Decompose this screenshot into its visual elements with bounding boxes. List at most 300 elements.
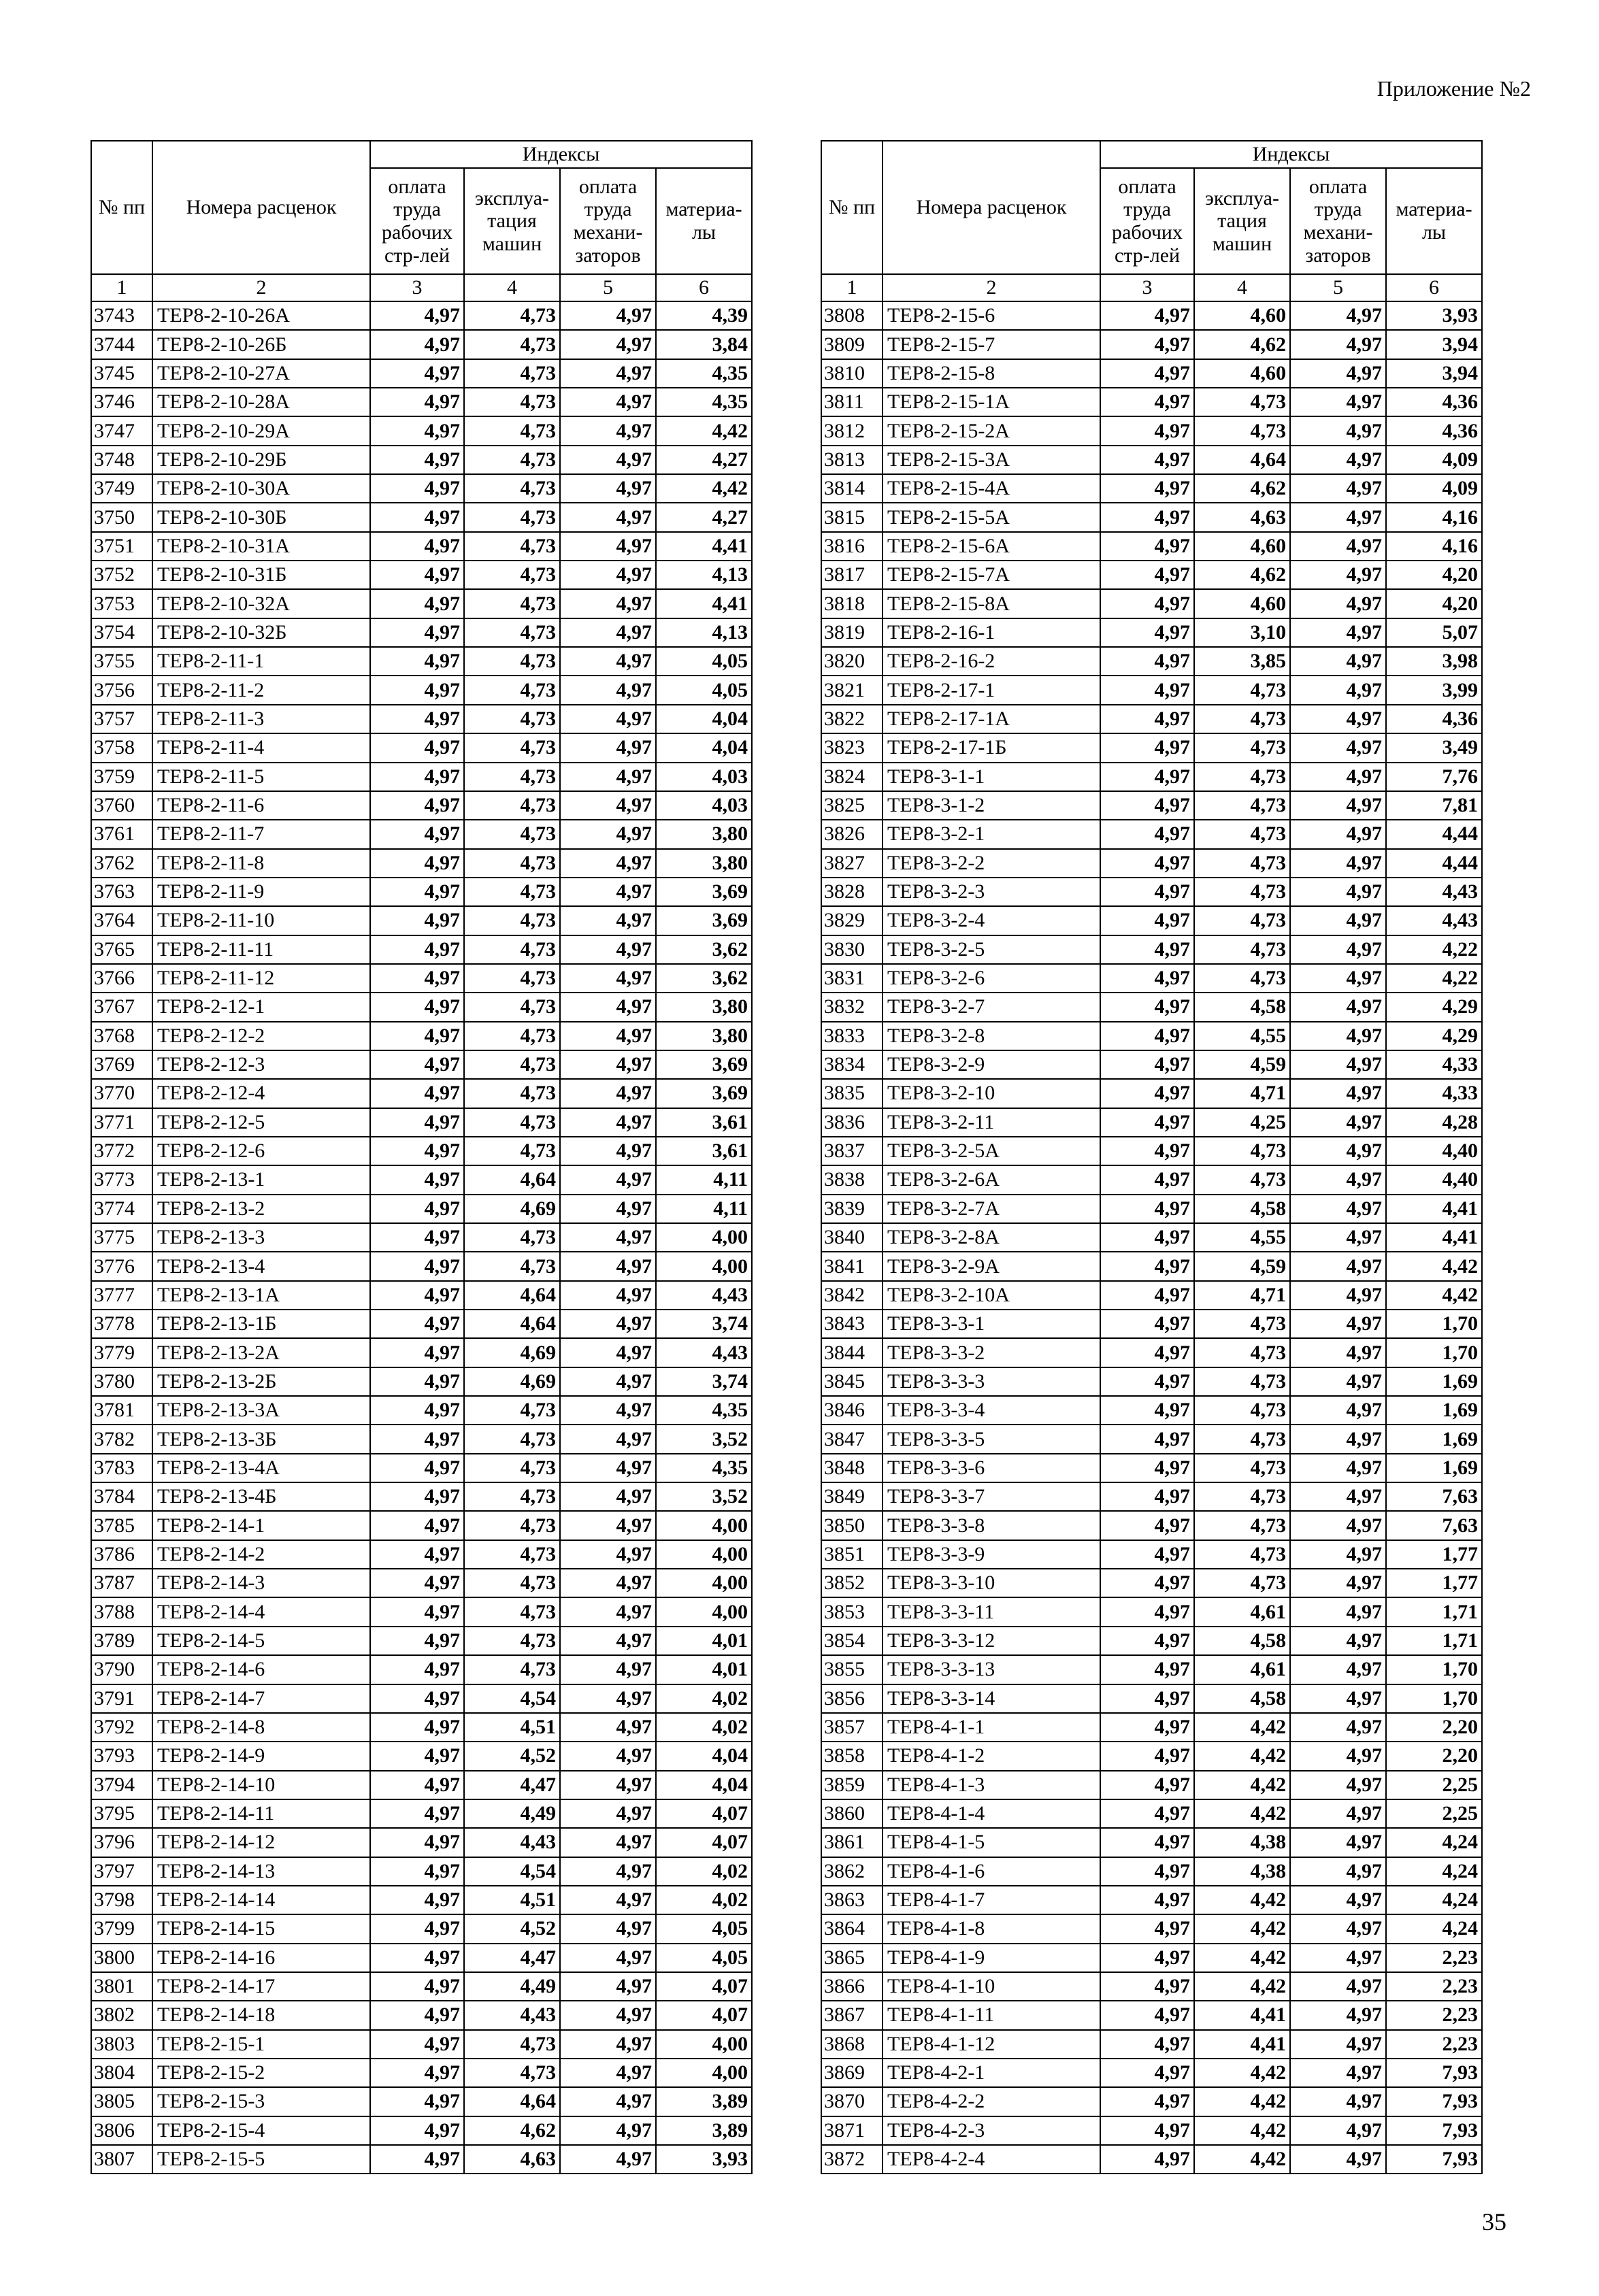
index-wage-workers: 4,97	[370, 763, 464, 791]
index-materials: 4,33	[1386, 1079, 1482, 1108]
index-materials: 3,61	[656, 1137, 752, 1165]
index-wage-workers: 4,97	[370, 359, 464, 388]
rate-code: ТЕР8-2-13-4А	[152, 1454, 370, 1482]
rate-code: ТЕР8-2-11-12	[152, 964, 370, 993]
index-wage-operators: 4,97	[560, 503, 656, 531]
rate-code: ТЕР8-2-15-4	[152, 2116, 370, 2145]
rate-code: ТЕР8-2-12-2	[152, 1022, 370, 1050]
table-row	[91, 820, 752, 848]
rate-code: ТЕР8-3-1-1	[883, 763, 1100, 791]
index-wage-workers: 4,97	[1100, 388, 1194, 416]
table-row	[91, 1050, 752, 1079]
index-machine-operation: 4,64	[464, 1310, 560, 1338]
index-wage-workers: 4,97	[370, 935, 464, 964]
row-number: 3869	[821, 2059, 883, 2087]
rate-code: ТЕР8-3-3-2	[883, 1338, 1100, 1367]
table-row	[821, 1310, 1482, 1338]
index-wage-workers: 4,97	[370, 618, 464, 647]
index-materials: 4,20	[1386, 589, 1482, 618]
index-wage-operators: 4,97	[1290, 474, 1386, 503]
index-materials: 1,71	[1386, 1597, 1482, 1626]
rate-code: ТЕР8-2-16-2	[883, 647, 1100, 676]
rate-code: ТЕР8-4-1-10	[883, 1972, 1100, 2001]
index-machine-operation: 4,73	[1194, 964, 1290, 993]
row-number: 3791	[91, 1684, 152, 1713]
index-materials: 3,49	[1386, 733, 1482, 762]
index-materials: 4,35	[656, 1454, 752, 1482]
table-row	[821, 2059, 1482, 2087]
index-wage-workers: 4,97	[1100, 1914, 1194, 1943]
index-wage-operators: 4,97	[1290, 849, 1386, 878]
rate-code: ТЕР8-2-11-7	[152, 820, 370, 848]
table-row	[821, 1857, 1482, 1886]
index-materials: 4,01	[656, 1655, 752, 1684]
index-wage-operators: 4,97	[1290, 1597, 1386, 1626]
rate-code: ТЕР8-2-13-2	[152, 1195, 370, 1223]
table-row	[821, 1252, 1482, 1280]
index-machine-operation: 4,73	[464, 1050, 560, 1079]
table-row	[821, 1425, 1482, 1453]
row-number: 3757	[91, 705, 152, 733]
index-machine-operation: 4,73	[464, 906, 560, 935]
row-number: 3859	[821, 1771, 883, 1799]
rate-code: ТЕР8-3-3-13	[883, 1655, 1100, 1684]
index-wage-workers: 4,97	[370, 1886, 464, 1914]
row-number: 3868	[821, 2030, 883, 2059]
index-machine-operation: 4,73	[464, 763, 560, 791]
index-materials: 1,69	[1386, 1454, 1482, 1482]
index-materials: 4,07	[656, 1799, 752, 1828]
index-wage-operators: 4,97	[560, 1627, 656, 1655]
row-number: 3819	[821, 618, 883, 647]
table-row	[821, 1022, 1482, 1050]
index-wage-operators: 4,97	[560, 446, 656, 474]
index-materials: 3,69	[656, 878, 752, 906]
rate-code: ТЕР8-3-2-1	[883, 820, 1100, 848]
index-machine-operation: 4,73	[464, 1655, 560, 1684]
table-row	[91, 878, 752, 906]
row-number: 3849	[821, 1482, 883, 1511]
rate-code: ТЕР8-2-15-6	[883, 301, 1100, 330]
row-number: 3762	[91, 849, 152, 878]
table-row	[91, 1454, 752, 1482]
index-wage-workers: 4,97	[370, 1569, 464, 1597]
index-machine-operation: 4,41	[1194, 2001, 1290, 2029]
index-wage-workers: 4,97	[370, 1079, 464, 1108]
table-row	[821, 647, 1482, 676]
row-number: 3813	[821, 446, 883, 474]
index-machine-operation: 4,73	[464, 849, 560, 878]
index-wage-operators: 4,97	[560, 1799, 656, 1828]
rate-code: ТЕР8-4-1-5	[883, 1828, 1100, 1857]
rate-code: ТЕР8-2-11-1	[152, 647, 370, 676]
table-row	[821, 359, 1482, 388]
rate-code: ТЕР8-2-17-1А	[883, 705, 1100, 733]
index-wage-workers: 4,97	[370, 1627, 464, 1655]
row-number: 3854	[821, 1627, 883, 1655]
index-wage-operators: 4,97	[560, 1310, 656, 1338]
table-header	[91, 141, 752, 301]
index-wage-workers: 4,97	[370, 1597, 464, 1626]
index-wage-operators: 4,97	[1290, 1195, 1386, 1223]
row-number: 3748	[91, 446, 152, 474]
col-header-machine-operation: эксплуа-тация машин	[1194, 168, 1290, 274]
index-machine-operation: 4,73	[464, 561, 560, 589]
row-number: 3772	[91, 1137, 152, 1165]
index-materials: 4,04	[656, 733, 752, 762]
index-wage-workers: 4,97	[1100, 733, 1194, 762]
index-wage-workers: 4,97	[370, 733, 464, 762]
index-wage-operators: 4,97	[1290, 1454, 1386, 1482]
index-wage-operators: 4,97	[1290, 1511, 1386, 1540]
row-number: 3863	[821, 1886, 883, 1914]
table-row	[821, 733, 1482, 762]
index-materials: 3,69	[656, 1050, 752, 1079]
index-wage-operators: 4,97	[1290, 1223, 1386, 1252]
index-machine-operation: 4,42	[1194, 2087, 1290, 2116]
index-wage-workers: 4,97	[1100, 2116, 1194, 2145]
col-header-indices: Индексы	[1100, 141, 1482, 168]
index-wage-workers: 4,97	[1100, 935, 1194, 964]
index-materials: 2,23	[1386, 2030, 1482, 2059]
rate-code: ТЕР8-4-2-2	[883, 2087, 1100, 2116]
row-number: 3848	[821, 1454, 883, 1482]
rate-code: ТЕР8-2-13-1А	[152, 1281, 370, 1310]
index-machine-operation: 4,58	[1194, 1684, 1290, 1713]
table-row	[821, 1165, 1482, 1194]
table-row	[91, 474, 752, 503]
index-wage-operators: 4,97	[560, 993, 656, 1021]
rate-code: ТЕР8-3-3-1	[883, 1310, 1100, 1338]
row-number: 3803	[91, 2030, 152, 2059]
index-materials: 1,69	[1386, 1396, 1482, 1425]
index-wage-operators: 4,97	[1290, 1799, 1386, 1828]
index-wage-workers: 4,97	[370, 906, 464, 935]
row-number: 3841	[821, 1252, 883, 1280]
index-materials: 7,93	[1386, 2059, 1482, 2087]
index-machine-operation: 4,42	[1194, 1742, 1290, 1770]
table-row	[821, 2001, 1482, 2029]
rate-code: ТЕР8-2-12-3	[152, 1050, 370, 1079]
index-wage-workers: 4,97	[1100, 964, 1194, 993]
row-number: 3836	[821, 1108, 883, 1137]
col-header-wage-operators: оплата труда механи-заторов	[1290, 168, 1386, 274]
col-header-indices: Индексы	[370, 141, 752, 168]
index-machine-operation: 4,73	[1194, 733, 1290, 762]
index-wage-workers: 4,97	[370, 1857, 464, 1886]
row-number: 3744	[91, 330, 152, 359]
rate-code: ТЕР8-2-15-3	[152, 2087, 370, 2116]
rate-code: ТЕР8-2-13-3	[152, 1223, 370, 1252]
index-wage-workers: 4,97	[370, 446, 464, 474]
row-number: 3779	[91, 1338, 152, 1367]
col-number: 2	[883, 274, 1100, 301]
index-materials: 4,20	[1386, 561, 1482, 589]
index-machine-operation: 4,73	[464, 1396, 560, 1425]
col-number: 3	[1100, 274, 1194, 301]
index-materials: 1,70	[1386, 1684, 1482, 1713]
row-number: 3809	[821, 330, 883, 359]
index-machine-operation: 4,25	[1194, 1108, 1290, 1137]
index-wage-workers: 4,97	[1100, 1223, 1194, 1252]
table-row	[91, 388, 752, 416]
index-machine-operation: 4,73	[464, 359, 560, 388]
row-number: 3844	[821, 1338, 883, 1367]
index-materials: 4,05	[656, 676, 752, 704]
table-row	[821, 2030, 1482, 2059]
index-materials: 4,41	[656, 589, 752, 618]
row-number: 3787	[91, 1569, 152, 1597]
index-machine-operation: 4,73	[1194, 1396, 1290, 1425]
index-materials: 4,24	[1386, 1857, 1482, 1886]
rate-code: ТЕР8-2-10-26Б	[152, 330, 370, 359]
rate-code: ТЕР8-3-3-6	[883, 1454, 1100, 1482]
index-materials: 4,16	[1386, 532, 1482, 561]
index-wage-workers: 4,97	[370, 589, 464, 618]
row-number: 3858	[821, 1742, 883, 1770]
rate-code: ТЕР8-2-11-4	[152, 733, 370, 762]
table-row	[821, 1799, 1482, 1828]
rate-code: ТЕР8-2-11-5	[152, 763, 370, 791]
index-materials: 4,07	[656, 2001, 752, 2029]
index-machine-operation: 4,61	[1194, 1655, 1290, 1684]
index-machine-operation: 4,73	[464, 416, 560, 445]
index-materials: 4,16	[1386, 503, 1482, 531]
table-row	[91, 532, 752, 561]
index-machine-operation: 4,59	[1194, 1050, 1290, 1079]
table-row	[91, 1367, 752, 1396]
table-row	[91, 1828, 752, 1857]
row-number: 3743	[91, 301, 152, 330]
index-materials: 4,36	[1386, 416, 1482, 445]
index-wage-operators: 4,97	[560, 1367, 656, 1396]
index-wage-workers: 4,97	[370, 1684, 464, 1713]
index-wage-workers: 4,97	[370, 1252, 464, 1280]
index-materials: 3,69	[656, 1079, 752, 1108]
index-materials: 3,94	[1386, 359, 1482, 388]
table-row	[91, 1195, 752, 1223]
index-machine-operation: 4,73	[464, 503, 560, 531]
table-row	[821, 763, 1482, 791]
rate-code: ТЕР8-2-11-3	[152, 705, 370, 733]
index-wage-workers: 4,97	[1100, 1050, 1194, 1079]
index-materials: 2,25	[1386, 1799, 1482, 1828]
index-machine-operation: 4,42	[1194, 1771, 1290, 1799]
index-wage-workers: 4,97	[370, 532, 464, 561]
rate-code: ТЕР8-3-2-11	[883, 1108, 1100, 1137]
index-materials: 4,27	[656, 503, 752, 531]
index-machine-operation: 4,51	[464, 1713, 560, 1742]
table-row	[821, 1050, 1482, 1079]
index-materials: 4,42	[656, 416, 752, 445]
rate-code: ТЕР8-2-15-4А	[883, 474, 1100, 503]
index-wage-operators: 4,97	[560, 2116, 656, 2145]
index-wage-operators: 4,97	[560, 1886, 656, 1914]
index-machine-operation: 4,69	[464, 1195, 560, 1223]
index-machine-operation: 4,69	[464, 1338, 560, 1367]
index-wage-workers: 4,97	[1100, 1742, 1194, 1770]
index-wage-operators: 4,97	[1290, 647, 1386, 676]
row-number: 3788	[91, 1597, 152, 1626]
index-wage-operators: 4,97	[560, 1079, 656, 1108]
table-row	[91, 733, 752, 762]
index-wage-workers: 4,97	[1100, 1597, 1194, 1626]
index-materials: 4,42	[1386, 1281, 1482, 1310]
table-row	[821, 1281, 1482, 1310]
index-materials: 4,11	[656, 1165, 752, 1194]
index-machine-operation: 4,73	[464, 1454, 560, 1482]
rate-code: ТЕР8-2-14-11	[152, 1799, 370, 1828]
index-wage-operators: 4,97	[1290, 2001, 1386, 2029]
index-materials: 4,41	[1386, 1195, 1482, 1223]
index-wage-operators: 4,97	[560, 416, 656, 445]
index-materials: 4,39	[656, 301, 752, 330]
index-wage-operators: 4,97	[560, 1713, 656, 1742]
index-wage-operators: 4,97	[560, 1972, 656, 2001]
index-machine-operation: 4,38	[1194, 1857, 1290, 1886]
table-row	[821, 1914, 1482, 1943]
index-wage-operators: 4,97	[1290, 2059, 1386, 2087]
index-wage-operators: 4,97	[560, 1944, 656, 1972]
index-wage-workers: 4,97	[370, 820, 464, 848]
row-number: 3793	[91, 1742, 152, 1770]
index-materials: 3,98	[1386, 647, 1482, 676]
row-number: 3759	[91, 763, 152, 791]
index-wage-workers: 4,97	[1100, 1857, 1194, 1886]
index-wage-operators: 4,97	[1290, 1655, 1386, 1684]
table-row	[821, 849, 1482, 878]
index-wage-workers: 4,97	[1100, 705, 1194, 733]
table-row	[821, 416, 1482, 445]
index-wage-operators: 4,97	[560, 532, 656, 561]
row-number: 3817	[821, 561, 883, 589]
rate-code: ТЕР8-2-14-17	[152, 1972, 370, 2001]
table-row	[821, 1482, 1482, 1511]
table-row	[821, 1597, 1482, 1626]
index-wage-operators: 4,97	[560, 1195, 656, 1223]
index-wage-operators: 4,97	[560, 733, 656, 762]
index-machine-operation: 4,62	[1194, 330, 1290, 359]
index-materials: 4,24	[1386, 1914, 1482, 1943]
col-header-wage-workers: оплата труда рабочих стр-лей	[370, 168, 464, 274]
index-materials: 3,74	[656, 1367, 752, 1396]
table-row	[821, 330, 1482, 359]
table-row	[91, 503, 752, 531]
index-wage-workers: 4,97	[1100, 1684, 1194, 1713]
index-wage-workers: 4,97	[1100, 1540, 1194, 1569]
rate-code: ТЕР8-2-14-14	[152, 1886, 370, 1914]
rate-code: ТЕР8-3-2-8А	[883, 1223, 1100, 1252]
col-number: 2	[152, 274, 370, 301]
index-machine-operation: 4,73	[464, 474, 560, 503]
rate-code: ТЕР8-3-3-12	[883, 1627, 1100, 1655]
index-machine-operation: 4,73	[464, 964, 560, 993]
row-number: 3792	[91, 1713, 152, 1742]
row-number: 3777	[91, 1281, 152, 1310]
index-materials: 1,69	[1386, 1425, 1482, 1453]
table-row	[821, 2087, 1482, 2116]
rate-code: ТЕР8-4-1-11	[883, 2001, 1100, 2029]
index-materials: 4,00	[656, 1540, 752, 1569]
index-wage-workers: 4,97	[1100, 1627, 1194, 1655]
rate-code: ТЕР8-2-11-9	[152, 878, 370, 906]
table-header	[821, 141, 1482, 301]
index-materials: 4,24	[1386, 1828, 1482, 1857]
index-wage-workers: 4,97	[370, 849, 464, 878]
row-number: 3782	[91, 1425, 152, 1453]
row-number: 3853	[821, 1597, 883, 1626]
index-machine-operation: 4,73	[464, 878, 560, 906]
rate-code: ТЕР8-4-1-4	[883, 1799, 1100, 1828]
index-machine-operation: 4,73	[1194, 1454, 1290, 1482]
row-number: 3867	[821, 2001, 883, 2029]
table-row	[91, 1857, 752, 1886]
table-row	[91, 301, 752, 330]
index-wage-operators: 4,97	[560, 1857, 656, 1886]
index-machine-operation: 4,42	[1194, 2059, 1290, 2087]
rate-code: ТЕР8-2-10-31А	[152, 532, 370, 561]
rate-code: ТЕР8-2-11-6	[152, 791, 370, 820]
index-materials: 4,40	[1386, 1165, 1482, 1194]
index-machine-operation: 4,73	[1194, 820, 1290, 848]
index-materials: 5,07	[1386, 618, 1482, 647]
index-wage-operators: 4,97	[560, 1655, 656, 1684]
index-machine-operation: 4,73	[464, 820, 560, 848]
rate-code: ТЕР8-2-14-3	[152, 1569, 370, 1597]
index-machine-operation: 4,73	[464, 1108, 560, 1137]
row-number: 3834	[821, 1050, 883, 1079]
table-row	[821, 1828, 1482, 1857]
col-header-wage-operators: оплата труда механи-заторов	[560, 168, 656, 274]
index-wage-operators: 4,97	[560, 1597, 656, 1626]
index-materials: 3,80	[656, 820, 752, 848]
index-wage-operators: 4,97	[1290, 1972, 1386, 2001]
index-wage-operators: 4,97	[560, 1223, 656, 1252]
index-wage-operators: 4,97	[1290, 1771, 1386, 1799]
row-number: 3847	[821, 1425, 883, 1453]
row-number: 3833	[821, 1022, 883, 1050]
index-wage-operators: 4,97	[1290, 330, 1386, 359]
index-materials: 4,35	[656, 359, 752, 388]
row-number: 3800	[91, 1944, 152, 1972]
index-wage-workers: 4,97	[370, 416, 464, 445]
index-wage-operators: 4,97	[1290, 820, 1386, 848]
index-wage-workers: 4,97	[370, 1713, 464, 1742]
row-number: 3794	[91, 1771, 152, 1799]
index-wage-workers: 4,97	[370, 993, 464, 1021]
row-number: 3769	[91, 1050, 152, 1079]
table-row	[91, 2145, 752, 2174]
index-materials: 4,04	[656, 705, 752, 733]
index-materials: 4,29	[1386, 993, 1482, 1021]
index-materials: 3,80	[656, 849, 752, 878]
col-header-code: Номера расценок	[152, 141, 370, 274]
index-materials: 3,84	[656, 330, 752, 359]
rate-code: ТЕР8-2-10-28А	[152, 388, 370, 416]
table-row	[91, 676, 752, 704]
col-header-materials: материа-лы	[656, 168, 752, 274]
index-wage-operators: 4,97	[1290, 1857, 1386, 1886]
table-row	[91, 1684, 752, 1713]
row-number: 3860	[821, 1799, 883, 1828]
index-materials: 7,93	[1386, 2116, 1482, 2145]
row-number: 3808	[821, 301, 883, 330]
rate-code: ТЕР8-3-2-5А	[883, 1137, 1100, 1165]
table-row	[91, 1425, 752, 1453]
rate-code: ТЕР8-2-11-2	[152, 676, 370, 704]
index-wage-operators: 4,97	[1290, 1540, 1386, 1569]
index-wage-operators: 4,97	[1290, 1310, 1386, 1338]
